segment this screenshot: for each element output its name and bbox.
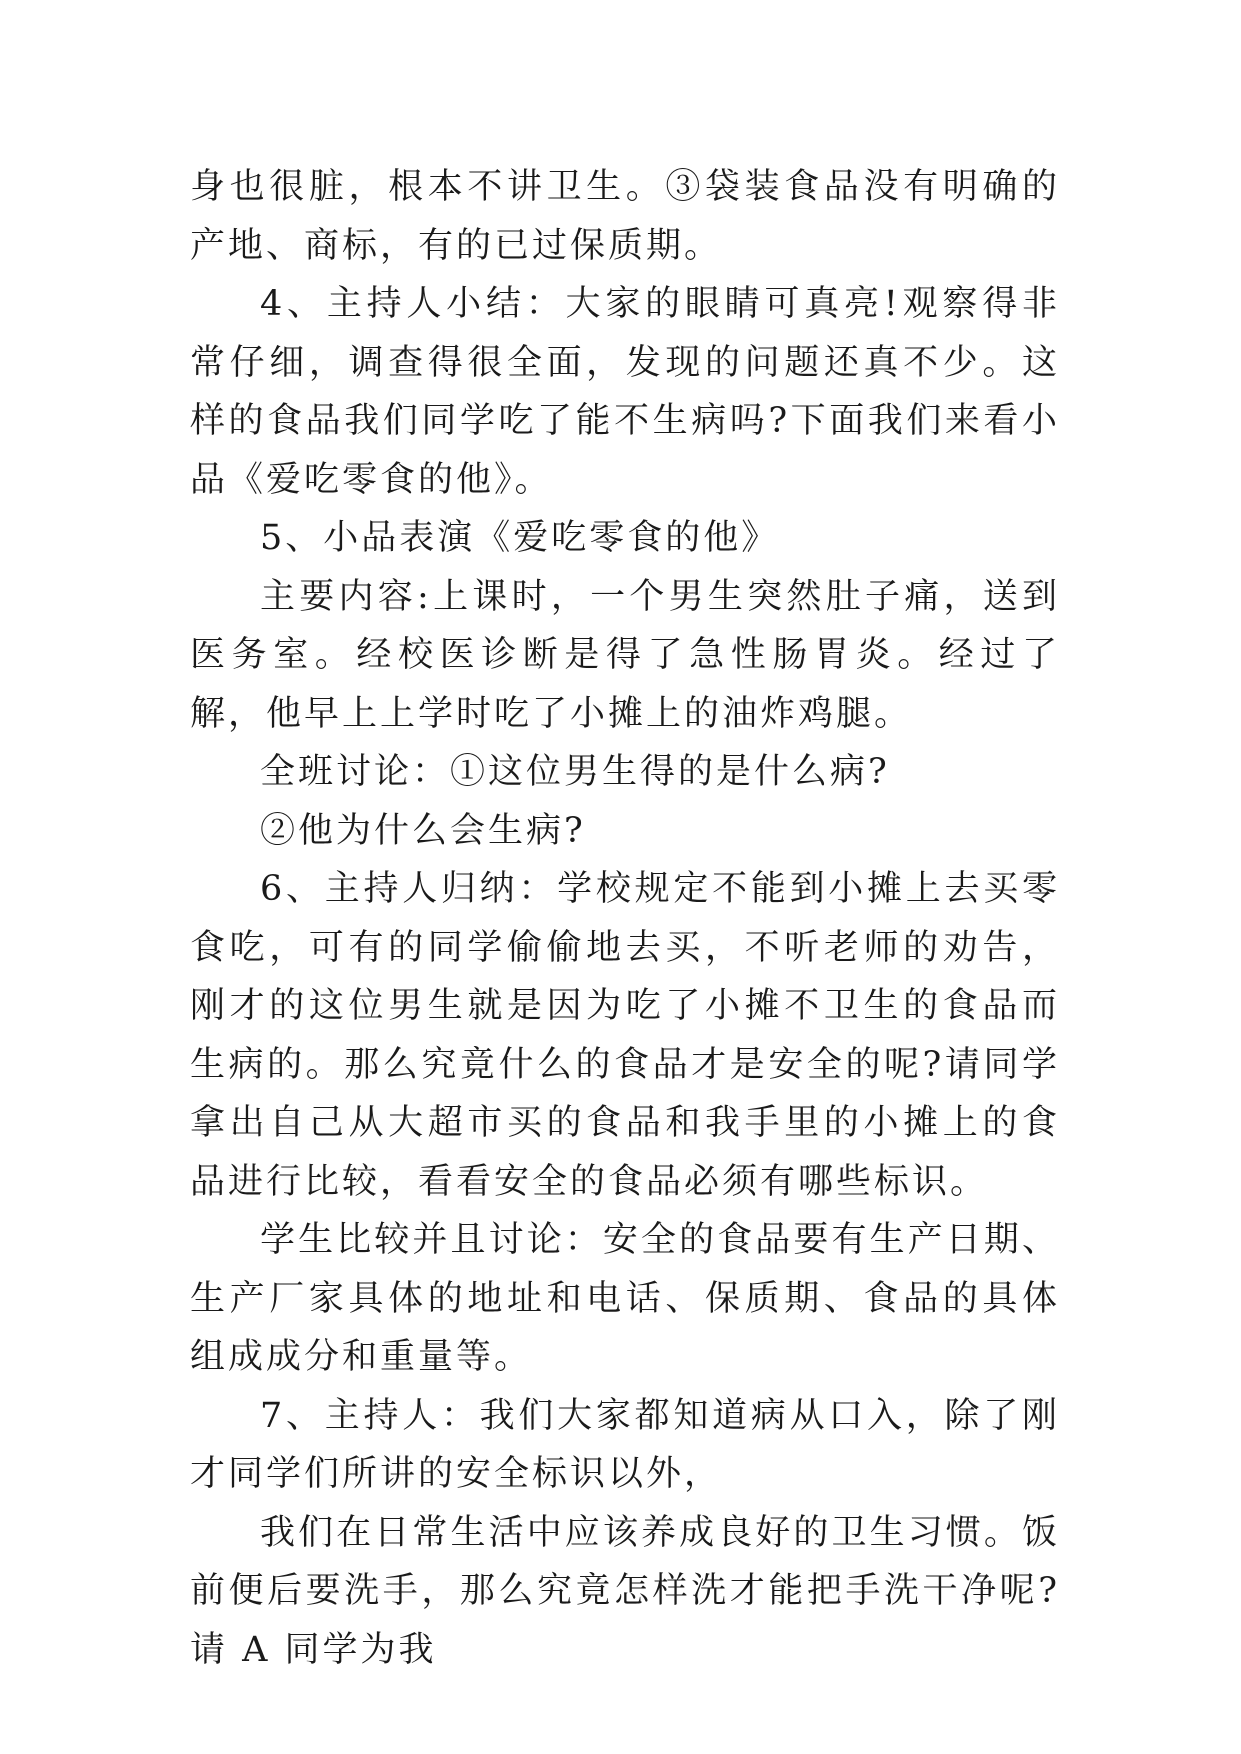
- paragraph-2: 4、主持人小结：大家的眼睛可真亮!观察得非常仔细，调查得很全面，发现的问题还真不少。这样的食品我们同学吃了能不生病吗?下面我们来看小品《爱吃零食的他》。: [190, 284, 1060, 500]
- paragraph-10: 我们在日常生活中应该养成良好的卫生习惯。饭前便后要洗手，那么究竟怎样洗才能把手洗干净呢?请 A 同学为我: [190, 1512, 1060, 1670]
- paragraph-9: 7、主持人：我们大家都知道病从口入，除了刚才同学们所讲的安全标识以外，: [190, 1395, 1060, 1494]
- paragraph-5: 全班讨论：①这位男生得的是什么病?: [260, 752, 890, 792]
- paragraph-7: 6、主持人归纳：学校规定不能到小摊上去买零食吃，可有的同学偷偷地去买，不听老师的劝告，刚才的这位男生就是因为吃了小摊不卫生的食品而生病的。那么究竟什么的食品才是安全的呢?请同学拿出自己从大超市买的食品和我手里的小摊上的食品进行比较，看看安全的食品必须有哪些标识。: [190, 869, 1060, 1202]
- paragraph-4: 主要内容:上课时，一个男生突然肚子痛，送到医务室。经校医诊断是得了急性肠胃炎。经过了解，他早上上学时吃了小摊上的油炸鸡腿。: [190, 576, 1060, 734]
- document-body: [190, 158, 1060, 1679]
- paragraph-6: ②他为什么会生病?: [260, 810, 586, 851]
- paragraph-8: 学生比较并且讨论：安全的食品要有生产日期、生产厂家具体的地址和电话、保质期、食品的具体组成成分和重量等。: [190, 1220, 1060, 1377]
- paragraph-1: 身也很脏，根本不讲卫生。③袋装食品没有明确的产地、商标，有的已过保质期。: [190, 167, 1060, 266]
- paragraph-3: 5、小品表演《爱吃零食的他》: [260, 518, 780, 558]
